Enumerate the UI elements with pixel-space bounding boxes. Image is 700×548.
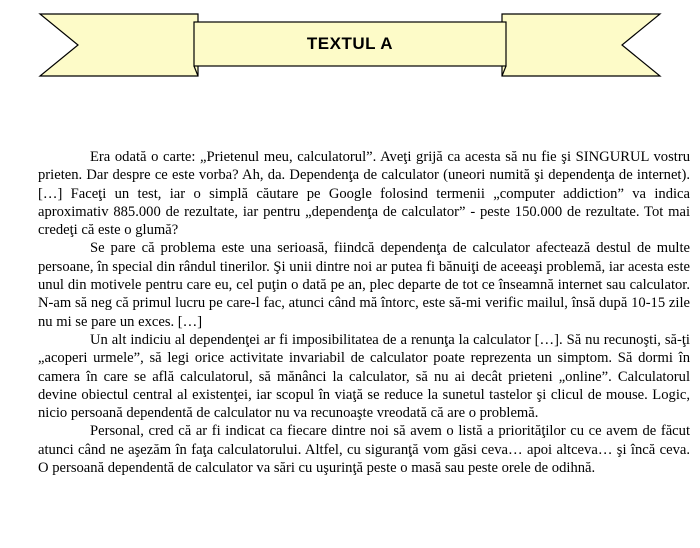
paragraph-4: Personal, cred că ar fi indicat ca fiecare dintre noi să avem o listă a priorităţilor cu ce avem de făcut atunci când ne aşezăm în faţa calculatorului. Altfel, cu siguranţă vom găsi ceva… apoi altceva… şi încă ceva. O persoană dependentă de calculator va sări cu uşurinţă peste o masă sau peste orele de odihnă. bbox=[38, 423, 690, 477]
banner-right-tail bbox=[502, 14, 660, 76]
paragraph-3: Un alt indiciu al dependenţei ar fi imposibilitatea de a renunţa la calculator […]. Să nu recunoşti, să-ţi „acoperi urmele”, să legi orice activitate invariabil de calculator poate reprezenta un simptom. Să dormi în camera în care se află calculatorul, să mănânci la calculator, să nu ai decât prieteni „online”. Calculatorul devine obiectul central al existenţei, iar scopul în viaţă se reduce la sunetul tastelor şi clicul de mouse. Logic, nicio persoană dependentă de calculator nu va recunoaşte vreodată că are o problemă. bbox=[38, 331, 690, 422]
banner-left-tail bbox=[40, 14, 198, 76]
text-title: TEXTUL A bbox=[306, 34, 394, 53]
paragraph-2: Se pare că problema este una serioasă, fiindcă dependenţa de calculator afectează destul de multe persoane, în special din rândul tinerilor. Şi unii dintre noi ar putea fi bănuiţi de aceeaşi problemă, iar acesta este unul din motivele pentru care eu, cel puţin o dată pe an, plec departe de tot ce înseamnă internet sau calculator. N-am să neg că primul lucru pe care-l fac, atunci când mă întorc, este să-mi verific mailul, însă după 10-15 zile nu mi se pare un exces. […] bbox=[38, 240, 690, 330]
paragraph-1: Era odată o carte: „Prietenul meu, calculatorul”. Aveţi grijă ca acesta să nu fie şi SINGURUL vostru prieten. Dar despre ce este vorba? Ah, da. Dependenţa de calculator (uneori numită şi dependenţa de internet). […] Faceţi un test, iar o simplă căutare pe Google folosind termenii „computer addiction” va indica aproximativ 885.000 de rezultate, iar pentru „dependenţa de calculator” - peste 150.000 de rezultate. Tot mai credeţi că este o glumă? bbox=[38, 149, 690, 239]
body-text bbox=[38, 148, 690, 477]
